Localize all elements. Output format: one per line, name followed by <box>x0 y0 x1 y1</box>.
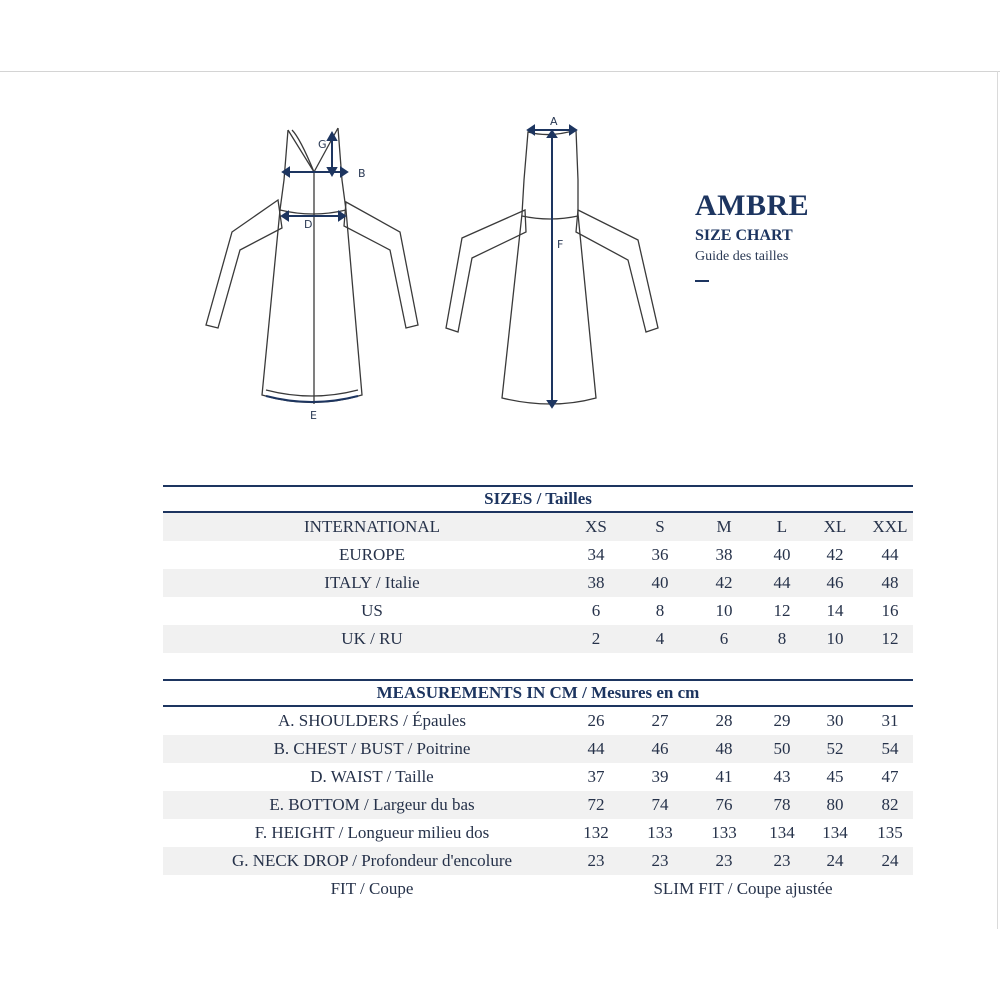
table-cell: 40 <box>773 545 791 564</box>
table-cell: 39 <box>651 767 669 786</box>
sketch-label-f: F <box>557 238 564 251</box>
size-chart-heading: SIZE CHART <box>695 227 793 244</box>
table-cell: 47 <box>881 767 899 786</box>
table-cell: 42 <box>715 573 733 592</box>
table-cell: 23 <box>651 851 669 870</box>
table-cell: 134 <box>769 823 795 842</box>
table-cell: XXL <box>872 517 908 536</box>
table-cell: L <box>776 517 788 536</box>
sketch-label-e: E <box>310 409 317 422</box>
table-cell: 40 <box>651 573 669 592</box>
sizes-table <box>163 485 913 653</box>
frame-right-border <box>997 71 998 929</box>
sketch-label-d: D <box>304 218 313 231</box>
table-cell: 45 <box>826 767 844 786</box>
table-cell: 82 <box>881 795 899 814</box>
table-cell: 31 <box>881 711 899 730</box>
product-title: AMBRE <box>695 189 810 222</box>
table-row <box>163 763 913 791</box>
table-row <box>163 625 913 653</box>
table-cell: 23 <box>587 851 605 870</box>
table-cell: 23 <box>715 851 733 870</box>
row-label: E. BOTTOM / Largeur du bas <box>269 795 475 814</box>
table-row <box>163 847 913 875</box>
measurements-table <box>163 679 913 903</box>
table-cell: 28 <box>715 711 733 730</box>
table-cell: 8 <box>655 601 665 620</box>
table-cell: 44 <box>881 545 899 564</box>
table-cell: 4 <box>655 629 665 648</box>
table-row <box>163 569 913 597</box>
row-label: INTERNATIONAL <box>304 517 440 536</box>
table-cell: 78 <box>773 795 791 814</box>
table-cell: 54 <box>881 739 899 758</box>
row-label: G. NECK DROP / Profondeur d'encolure <box>231 851 513 870</box>
table-cell: 36 <box>651 545 669 564</box>
row-label: A. SHOULDERS / Épaules <box>278 711 466 730</box>
table-cell: S <box>655 517 665 536</box>
row-label: ITALY / Italie <box>324 573 420 592</box>
table-cell: 135 <box>877 823 903 842</box>
size-chart-heading-fr: Guide des tailles <box>695 249 789 264</box>
table-cell: 24 <box>826 851 844 870</box>
table-cell: M <box>716 517 732 536</box>
frame-top-border <box>0 71 1000 72</box>
table-row <box>163 597 913 625</box>
table-cell: 50 <box>773 739 791 758</box>
brand-block <box>695 189 809 282</box>
table-cell: 29 <box>773 711 791 730</box>
table-cell: 38 <box>587 573 605 592</box>
table-row <box>163 513 913 541</box>
sketch-label-b: B <box>358 167 366 180</box>
sizes-table-header: SIZES / Tailles <box>163 485 913 513</box>
table-cell: 43 <box>773 767 791 786</box>
table-cell: 44 <box>773 573 791 592</box>
table-cell: XL <box>823 517 847 536</box>
table-cell: 8 <box>777 629 787 648</box>
title-dash <box>695 280 709 282</box>
table-cell: 16 <box>881 601 899 620</box>
table-cell: 46 <box>651 739 669 758</box>
table-cell: 76 <box>715 795 733 814</box>
table-cell: 10 <box>826 629 844 648</box>
table-cell: 24 <box>881 851 899 870</box>
table-cell: XS <box>585 517 607 536</box>
table-cell: 132 <box>583 823 609 842</box>
measure-e-arrow <box>266 396 358 402</box>
measurements-table-header: MEASUREMENTS IN CM / Mesures en cm <box>163 679 913 707</box>
table-cell: 30 <box>826 711 844 730</box>
sketch-label-g: G <box>318 138 327 151</box>
table-cell: 134 <box>822 823 848 842</box>
table-cell: 12 <box>773 601 791 620</box>
table-cell: 46 <box>826 573 844 592</box>
row-label: UK / RU <box>341 629 403 648</box>
row-label: EUROPE <box>338 545 406 564</box>
fit-row <box>163 875 913 903</box>
table-cell: 80 <box>826 795 844 814</box>
table-row <box>163 735 913 763</box>
table-cell: 27 <box>651 711 669 730</box>
table-cell: 14 <box>826 601 844 620</box>
table-cell: 74 <box>651 795 669 814</box>
fit-value: SLIM FIT / Coupe ajustée <box>653 879 833 898</box>
table-cell: 6 <box>591 601 601 620</box>
table-cell: 10 <box>715 601 733 620</box>
table-cell: 34 <box>587 545 605 564</box>
back-bodice <box>502 130 596 404</box>
fit-label: FIT / Coupe <box>330 879 414 898</box>
table-cell: 6 <box>719 629 729 648</box>
table-cell: 41 <box>715 767 733 786</box>
table-cell: 133 <box>647 823 673 842</box>
table-cell: 72 <box>587 795 605 814</box>
sketch-label-a: A <box>550 115 558 128</box>
table-cell: 37 <box>587 767 605 786</box>
table-cell: 48 <box>715 739 733 758</box>
row-label: F. HEIGHT / Longueur milieu dos <box>254 823 490 842</box>
garment-sketches <box>200 110 670 430</box>
table-cell: 12 <box>881 629 899 648</box>
table-row <box>163 707 913 735</box>
table-cell: 42 <box>826 545 844 564</box>
row-label: US <box>361 601 383 620</box>
table-cell: 48 <box>881 573 899 592</box>
table-row <box>163 791 913 819</box>
row-label: D. WAIST / Taille <box>310 767 434 786</box>
table-cell: 38 <box>715 545 733 564</box>
table-cell: 133 <box>711 823 737 842</box>
table-row <box>163 541 913 569</box>
table-cell: 2 <box>591 629 601 648</box>
row-label: B. CHEST / BUST / Poitrine <box>273 739 471 758</box>
table-cell: 23 <box>773 851 791 870</box>
back-left-sash <box>446 210 526 332</box>
table-cell: 26 <box>587 711 605 730</box>
table-cell: 44 <box>587 739 605 758</box>
table-row <box>163 819 913 847</box>
table-cell: 52 <box>826 739 844 758</box>
